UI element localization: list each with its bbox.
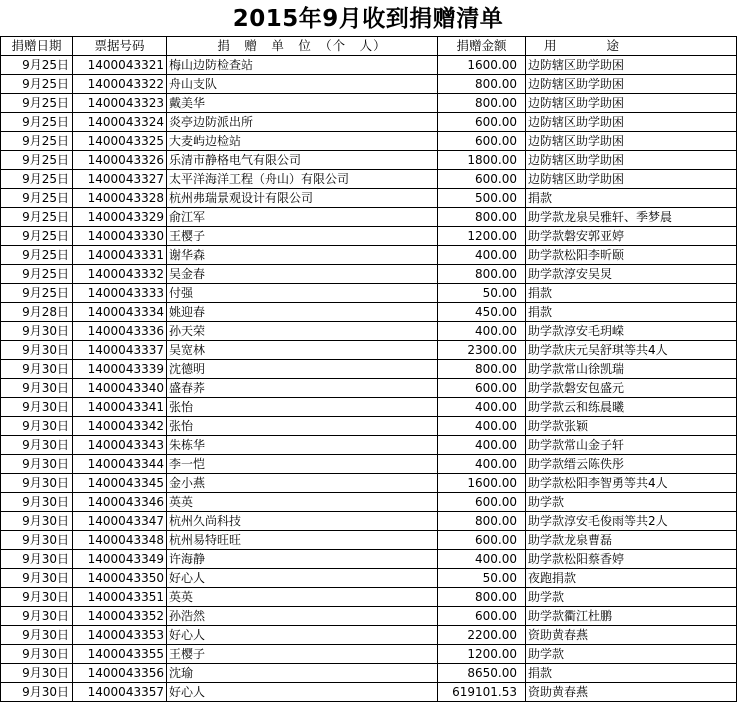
cell-use: 资助黄春燕 (526, 683, 737, 702)
table-row (1, 607, 737, 626)
cell-use: 助学款龙泉吴雅轩、季梦晨 (526, 208, 737, 227)
table-row (1, 493, 737, 512)
cell-use: 助学款 (526, 588, 737, 607)
cell-use: 助学款松阳李昕颐 (526, 246, 737, 265)
cell-receipt: 1400043322 (73, 75, 167, 94)
cell-receipt: 1400043357 (73, 683, 167, 702)
cell-amount: 600.00 (438, 531, 526, 550)
cell-amount: 400.00 (438, 455, 526, 474)
table-row (1, 75, 737, 94)
table-row (1, 626, 737, 645)
cell-use: 捐款 (526, 189, 737, 208)
cell-donor: 孙天荣 (167, 322, 438, 341)
cell-receipt: 1400043339 (73, 360, 167, 379)
cell-amount: 800.00 (438, 208, 526, 227)
cell-donor: 付强 (167, 284, 438, 303)
cell-receipt: 1400043349 (73, 550, 167, 569)
cell-receipt: 1400043336 (73, 322, 167, 341)
cell-receipt: 1400043323 (73, 94, 167, 113)
table-body (1, 56, 737, 702)
table-row (1, 246, 737, 265)
cell-receipt: 1400043352 (73, 607, 167, 626)
cell-date: 9月30日 (1, 398, 73, 417)
cell-amount: 2300.00 (438, 341, 526, 360)
table-row (1, 474, 737, 493)
cell-receipt: 1400043340 (73, 379, 167, 398)
table-header-row (1, 37, 737, 56)
cell-donor: 谢华森 (167, 246, 438, 265)
cell-donor: 炎亭边防派出所 (167, 113, 438, 132)
cell-date: 9月30日 (1, 436, 73, 455)
cell-amount: 1200.00 (438, 645, 526, 664)
cell-amount: 800.00 (438, 512, 526, 531)
cell-use: 助学款龙泉曹磊 (526, 531, 737, 550)
cell-donor: 好心人 (167, 626, 438, 645)
table-row (1, 550, 737, 569)
table-row (1, 569, 737, 588)
cell-donor: 太平洋海洋工程（舟山）有限公司 (167, 170, 438, 189)
table-row (1, 208, 737, 227)
cell-date: 9月25日 (1, 132, 73, 151)
cell-date: 9月25日 (1, 113, 73, 132)
cell-date: 9月30日 (1, 683, 73, 702)
header-date: 捐赠日期 (1, 37, 73, 56)
cell-use: 助学款常山徐凯瑞 (526, 360, 737, 379)
cell-date: 9月30日 (1, 493, 73, 512)
cell-date: 9月25日 (1, 227, 73, 246)
table-row (1, 360, 737, 379)
cell-amount: 1600.00 (438, 474, 526, 493)
cell-amount: 400.00 (438, 398, 526, 417)
cell-amount: 400.00 (438, 550, 526, 569)
cell-receipt: 1400043337 (73, 341, 167, 360)
header-donor: 捐 赠 单 位 （个 人） (167, 37, 438, 56)
cell-receipt: 1400043343 (73, 436, 167, 455)
cell-use: 助学款磐安郭亚婷 (526, 227, 737, 246)
cell-amount: 600.00 (438, 379, 526, 398)
cell-amount: 1200.00 (438, 227, 526, 246)
cell-date: 9月30日 (1, 664, 73, 683)
cell-date: 9月30日 (1, 607, 73, 626)
cell-donor: 吴金春 (167, 265, 438, 284)
cell-donor: 杭州久尚科技 (167, 512, 438, 531)
cell-amount: 50.00 (438, 569, 526, 588)
cell-donor: 金小燕 (167, 474, 438, 493)
cell-use: 边防辖区助学助困 (526, 113, 737, 132)
cell-donor: 俞江军 (167, 208, 438, 227)
cell-date: 9月30日 (1, 379, 73, 398)
header-use: 用 途 (526, 37, 737, 56)
table-row (1, 170, 737, 189)
cell-amount: 600.00 (438, 493, 526, 512)
cell-donor: 英英 (167, 493, 438, 512)
cell-amount: 800.00 (438, 94, 526, 113)
cell-receipt: 1400043333 (73, 284, 167, 303)
cell-use: 助学款松阳李智勇等共4人 (526, 474, 737, 493)
table-row (1, 531, 737, 550)
cell-donor: 英英 (167, 588, 438, 607)
cell-amount: 400.00 (438, 436, 526, 455)
table-row (1, 303, 737, 322)
cell-receipt: 1400043321 (73, 56, 167, 75)
table-row (1, 379, 737, 398)
table-row (1, 94, 737, 113)
cell-donor: 盛春荞 (167, 379, 438, 398)
cell-use: 边防辖区助学助困 (526, 151, 737, 170)
cell-date: 9月30日 (1, 531, 73, 550)
cell-date: 9月28日 (1, 303, 73, 322)
cell-amount: 800.00 (438, 75, 526, 94)
cell-donor: 戴美华 (167, 94, 438, 113)
cell-use: 助学款松阳蔡香婷 (526, 550, 737, 569)
cell-amount: 400.00 (438, 322, 526, 341)
table-row (1, 645, 737, 664)
cell-use: 助学款张颖 (526, 417, 737, 436)
cell-donor: 王樱子 (167, 645, 438, 664)
cell-date: 9月25日 (1, 208, 73, 227)
cell-amount: 500.00 (438, 189, 526, 208)
cell-receipt: 1400043346 (73, 493, 167, 512)
cell-use: 捐款 (526, 664, 737, 683)
cell-donor: 李一恺 (167, 455, 438, 474)
table-row (1, 588, 737, 607)
donation-table (0, 36, 737, 702)
cell-receipt: 1400043353 (73, 626, 167, 645)
header-amount: 捐赠金额 (438, 37, 526, 56)
table-row (1, 683, 737, 702)
cell-use: 助学款云和练晨曦 (526, 398, 737, 417)
cell-donor: 孙浩然 (167, 607, 438, 626)
table-row (1, 322, 737, 341)
cell-receipt: 1400043331 (73, 246, 167, 265)
cell-date: 9月30日 (1, 626, 73, 645)
cell-use: 助学款缙云陈佚彤 (526, 455, 737, 474)
cell-donor: 梅山边防检查站 (167, 56, 438, 75)
cell-receipt: 1400043347 (73, 512, 167, 531)
cell-donor: 舟山支队 (167, 75, 438, 94)
table-row (1, 189, 737, 208)
cell-date: 9月30日 (1, 322, 73, 341)
cell-donor: 大麦屿边检站 (167, 132, 438, 151)
cell-donor: 吴宽林 (167, 341, 438, 360)
cell-receipt: 1400043327 (73, 170, 167, 189)
cell-donor: 张怡 (167, 398, 438, 417)
cell-donor: 沈瑜 (167, 664, 438, 683)
cell-use: 资助黄春燕 (526, 626, 737, 645)
cell-receipt: 1400043345 (73, 474, 167, 493)
cell-use: 助学款衢江杜鹏 (526, 607, 737, 626)
cell-use: 助学款淳安毛俊雨等共2人 (526, 512, 737, 531)
cell-amount: 2200.00 (438, 626, 526, 645)
cell-date: 9月30日 (1, 569, 73, 588)
cell-amount: 619101.53 (438, 683, 526, 702)
cell-use: 助学款淳安吴炅 (526, 265, 737, 284)
cell-donor: 张怡 (167, 417, 438, 436)
cell-use: 夜跑捐款 (526, 569, 737, 588)
cell-amount: 50.00 (438, 284, 526, 303)
page-title: 2015年9月收到捐赠清单 (232, 6, 504, 32)
cell-donor: 沈德明 (167, 360, 438, 379)
table-row (1, 151, 737, 170)
cell-use: 边防辖区助学助困 (526, 94, 737, 113)
cell-amount: 450.00 (438, 303, 526, 322)
cell-receipt: 1400043356 (73, 664, 167, 683)
cell-date: 9月30日 (1, 512, 73, 531)
cell-date: 9月25日 (1, 189, 73, 208)
cell-donor: 杭州弗瑞景观设计有限公司 (167, 189, 438, 208)
cell-receipt: 1400043328 (73, 189, 167, 208)
cell-donor: 许海静 (167, 550, 438, 569)
table-row (1, 664, 737, 683)
cell-amount: 800.00 (438, 360, 526, 379)
table-row (1, 56, 737, 75)
cell-donor: 好心人 (167, 569, 438, 588)
cell-use: 助学款 (526, 645, 737, 664)
cell-use: 边防辖区助学助困 (526, 170, 737, 189)
cell-receipt: 1400043330 (73, 227, 167, 246)
cell-receipt: 1400043351 (73, 588, 167, 607)
cell-donor: 杭州易特旺旺 (167, 531, 438, 550)
cell-date: 9月30日 (1, 550, 73, 569)
cell-receipt: 1400043332 (73, 265, 167, 284)
cell-date: 9月30日 (1, 455, 73, 474)
cell-amount: 800.00 (438, 265, 526, 284)
cell-donor: 乐清市静格电气有限公司 (167, 151, 438, 170)
table-row (1, 113, 737, 132)
table-row (1, 227, 737, 246)
cell-receipt: 1400043348 (73, 531, 167, 550)
table-row (1, 265, 737, 284)
cell-date: 9月25日 (1, 75, 73, 94)
cell-receipt: 1400043334 (73, 303, 167, 322)
cell-donor: 王樱子 (167, 227, 438, 246)
cell-date: 9月25日 (1, 151, 73, 170)
cell-amount: 1600.00 (438, 56, 526, 75)
cell-receipt: 1400043329 (73, 208, 167, 227)
table-row (1, 417, 737, 436)
cell-use: 助学款 (526, 493, 737, 512)
cell-receipt: 1400043325 (73, 132, 167, 151)
cell-receipt: 1400043350 (73, 569, 167, 588)
cell-date: 9月30日 (1, 360, 73, 379)
cell-amount: 600.00 (438, 170, 526, 189)
cell-amount: 8650.00 (438, 664, 526, 683)
cell-use: 捐款 (526, 284, 737, 303)
cell-amount: 800.00 (438, 588, 526, 607)
table-row (1, 341, 737, 360)
cell-use: 助学款常山金子轩 (526, 436, 737, 455)
cell-amount: 600.00 (438, 132, 526, 151)
cell-date: 9月30日 (1, 474, 73, 493)
cell-use: 边防辖区助学助困 (526, 132, 737, 151)
table-row (1, 132, 737, 151)
cell-date: 9月25日 (1, 265, 73, 284)
cell-amount: 400.00 (438, 417, 526, 436)
cell-use: 助学款庆元吴舒琪等共4人 (526, 341, 737, 360)
cell-receipt: 1400043324 (73, 113, 167, 132)
cell-amount: 1800.00 (438, 151, 526, 170)
table-row (1, 284, 737, 303)
cell-receipt: 1400043326 (73, 151, 167, 170)
cell-use: 助学款磐安包盛元 (526, 379, 737, 398)
cell-receipt: 1400043341 (73, 398, 167, 417)
cell-date: 9月30日 (1, 588, 73, 607)
cell-date: 9月30日 (1, 341, 73, 360)
cell-receipt: 1400043344 (73, 455, 167, 474)
cell-donor: 好心人 (167, 683, 438, 702)
cell-use: 边防辖区助学助困 (526, 75, 737, 94)
cell-date: 9月30日 (1, 417, 73, 436)
cell-use: 边防辖区助学助困 (526, 56, 737, 75)
table-row (1, 512, 737, 531)
cell-use: 捐款 (526, 303, 737, 322)
cell-date: 9月25日 (1, 56, 73, 75)
table-row (1, 436, 737, 455)
cell-amount: 400.00 (438, 246, 526, 265)
cell-date: 9月25日 (1, 94, 73, 113)
cell-date: 9月30日 (1, 645, 73, 664)
cell-receipt: 1400043342 (73, 417, 167, 436)
cell-receipt: 1400043355 (73, 645, 167, 664)
cell-donor: 朱栋华 (167, 436, 438, 455)
cell-date: 9月25日 (1, 284, 73, 303)
cell-date: 9月25日 (1, 246, 73, 265)
cell-amount: 600.00 (438, 113, 526, 132)
cell-amount: 600.00 (438, 607, 526, 626)
cell-donor: 姚迎春 (167, 303, 438, 322)
table-row (1, 455, 737, 474)
table-row (1, 398, 737, 417)
cell-use: 助学款淳安毛玥嵘 (526, 322, 737, 341)
header-receipt: 票据号码 (73, 37, 167, 56)
cell-date: 9月25日 (1, 170, 73, 189)
